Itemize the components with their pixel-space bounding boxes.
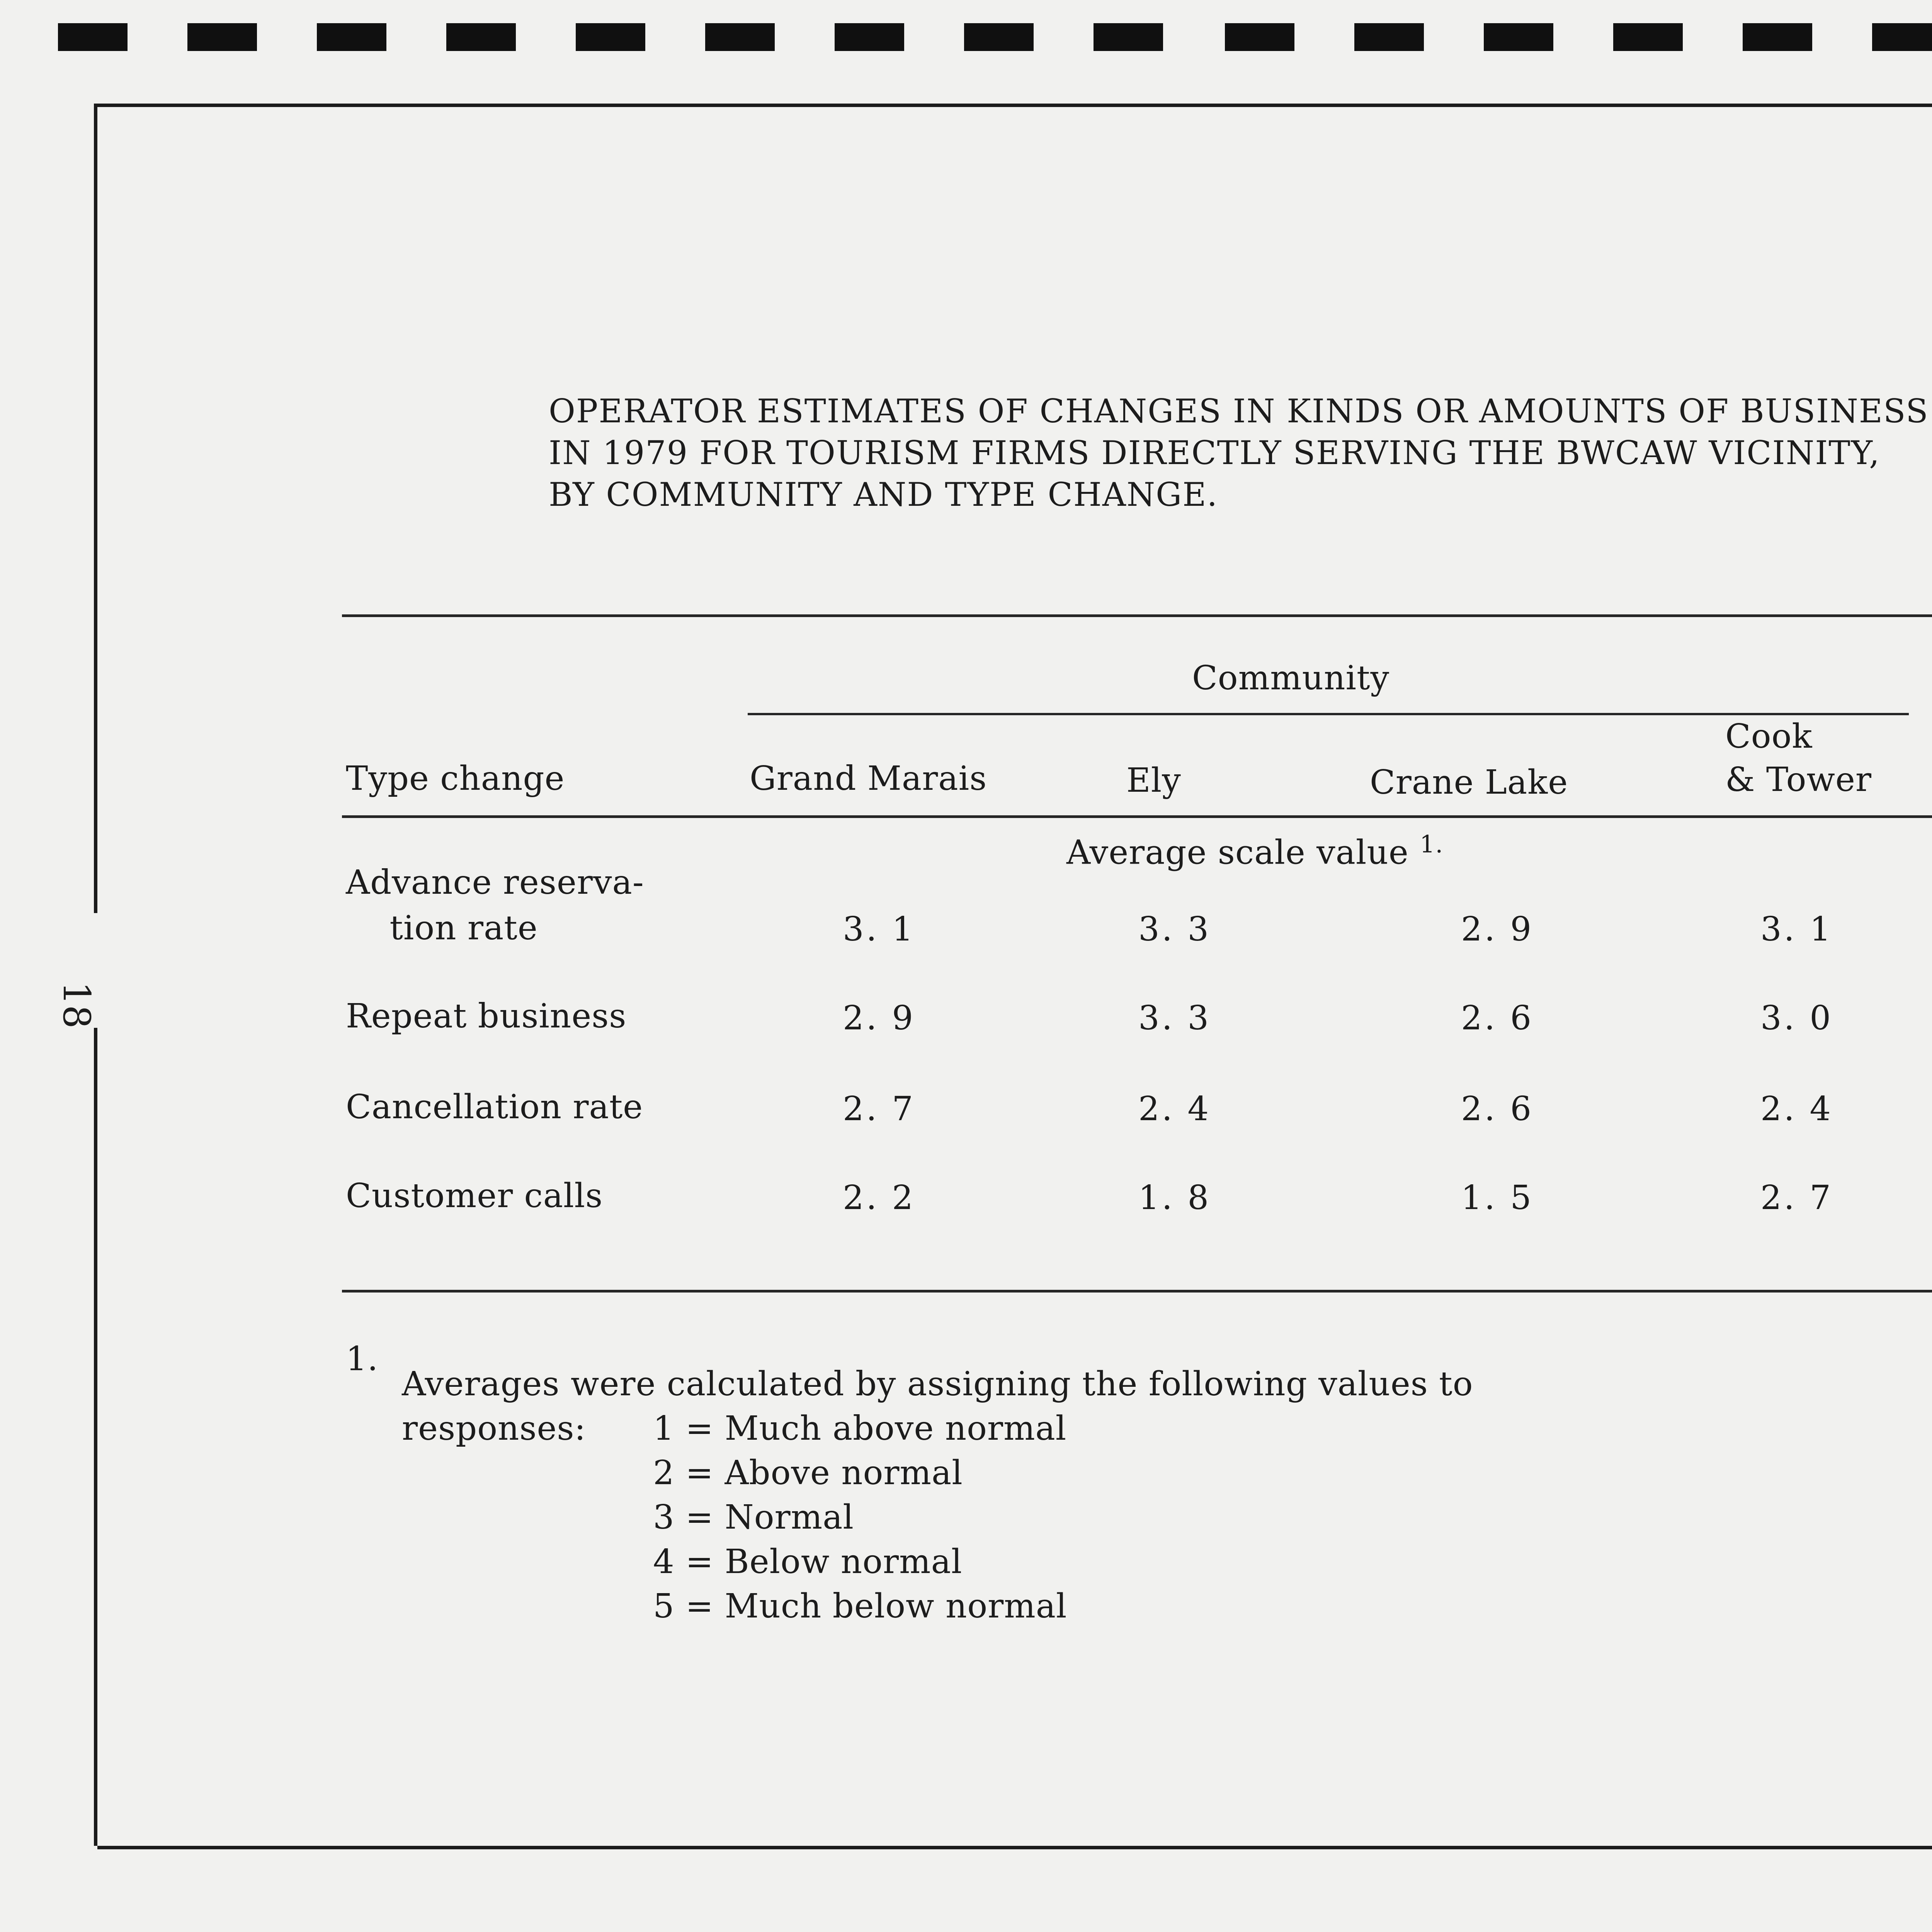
cell-crane-lake: 1. 5 [1461, 1179, 1534, 1217]
cell-crane-lake: 2. 6 [1461, 999, 1534, 1037]
column-header-ely: Ely [1126, 761, 1181, 800]
cell-ely: 3. 3 [1138, 999, 1211, 1037]
header-rule [342, 815, 1932, 818]
punch-hole [1484, 23, 1553, 51]
row-label: Advance reserva- tion rate [346, 863, 644, 947]
punch-hole [1354, 23, 1424, 51]
footnote-reference: 1. [1420, 830, 1444, 858]
cell-cook-tower: 3. 1 [1760, 910, 1833, 949]
cell-ely: 2. 4 [1138, 1090, 1211, 1128]
cell-grand-marais: 2. 7 [842, 1090, 916, 1128]
page-number: 18 [55, 981, 98, 1029]
cell-ely: 1. 8 [1138, 1179, 1211, 1217]
cell-cook-tower: 3. 0 [1760, 999, 1833, 1037]
cell-grand-marais: 3. 1 [842, 910, 916, 949]
cell-grand-marais: 2. 9 [842, 999, 916, 1037]
table-title: OPERATOR ESTIMATES OF CHANGES IN KINDS OR AMOUNTS OF BUSINESS IN 1979 FOR TOURISM FIRMS DIRECTLY SERVING THE BWCAW VICINITY, BY COMMUNITY AND TYPE CHANGE. [549, 392, 1929, 514]
footnote-intro: Averages were calculated by assigning the following values to [402, 1365, 1473, 1403]
column-header-crane-lake: Crane Lake [1370, 763, 1568, 802]
footnote-scale-item: 3 = Normal [653, 1498, 854, 1537]
punch-hole [705, 23, 775, 51]
footnote-scale-item: 1 = Much above normal [653, 1409, 1067, 1448]
frame-left-edge [94, 1028, 97, 1846]
punch-hole [58, 23, 128, 51]
footnote-scale-item: 2 = Above normal [653, 1454, 963, 1492]
punch-hole [187, 23, 257, 51]
punch-hole [835, 23, 904, 51]
cell-grand-marais: 2. 2 [842, 1179, 916, 1217]
footnote-scale-item: 4 = Below normal [653, 1543, 963, 1581]
row-label: Cancellation rate [346, 1088, 643, 1126]
punch-hole [1872, 23, 1932, 51]
footnote-scale-item: 5 = Much below normal [653, 1587, 1067, 1626]
punch-hole [1225, 23, 1294, 51]
footnote-marker: 1. [346, 1340, 379, 1378]
cell-cook-tower: 2. 4 [1760, 1090, 1833, 1128]
table-bottom-rule [342, 1290, 1932, 1293]
cell-crane-lake: 2. 9 [1461, 910, 1534, 949]
punch-hole [1613, 23, 1683, 51]
column-header-grand-marais: Grand Marais [750, 759, 987, 798]
punch-hole [1743, 23, 1812, 51]
punch-hole [317, 23, 386, 51]
cell-cook-tower: 2. 7 [1760, 1179, 1833, 1217]
row-label: Repeat business [346, 997, 627, 1036]
scale-subheader-text: Average scale value [1066, 833, 1409, 872]
footnote-lead: responses: [402, 1409, 586, 1448]
column-header-cook-tower: Cook & Tower [1725, 717, 1872, 799]
cell-ely: 3. 3 [1138, 910, 1211, 949]
punch-hole [576, 23, 645, 51]
punch-hole-strip [0, 15, 1932, 58]
punch-hole [1094, 23, 1163, 51]
punch-hole [964, 23, 1034, 51]
community-group-header: Community [1192, 659, 1390, 697]
punch-hole [446, 23, 516, 51]
cell-crane-lake: 2. 6 [1461, 1090, 1534, 1128]
table-top-rule [342, 614, 1932, 617]
scale-subheader [1066, 823, 1443, 874]
row-header-type-change: Type change [346, 759, 565, 798]
row-label: Customer calls [346, 1177, 603, 1215]
frame-left-edge [94, 104, 97, 913]
